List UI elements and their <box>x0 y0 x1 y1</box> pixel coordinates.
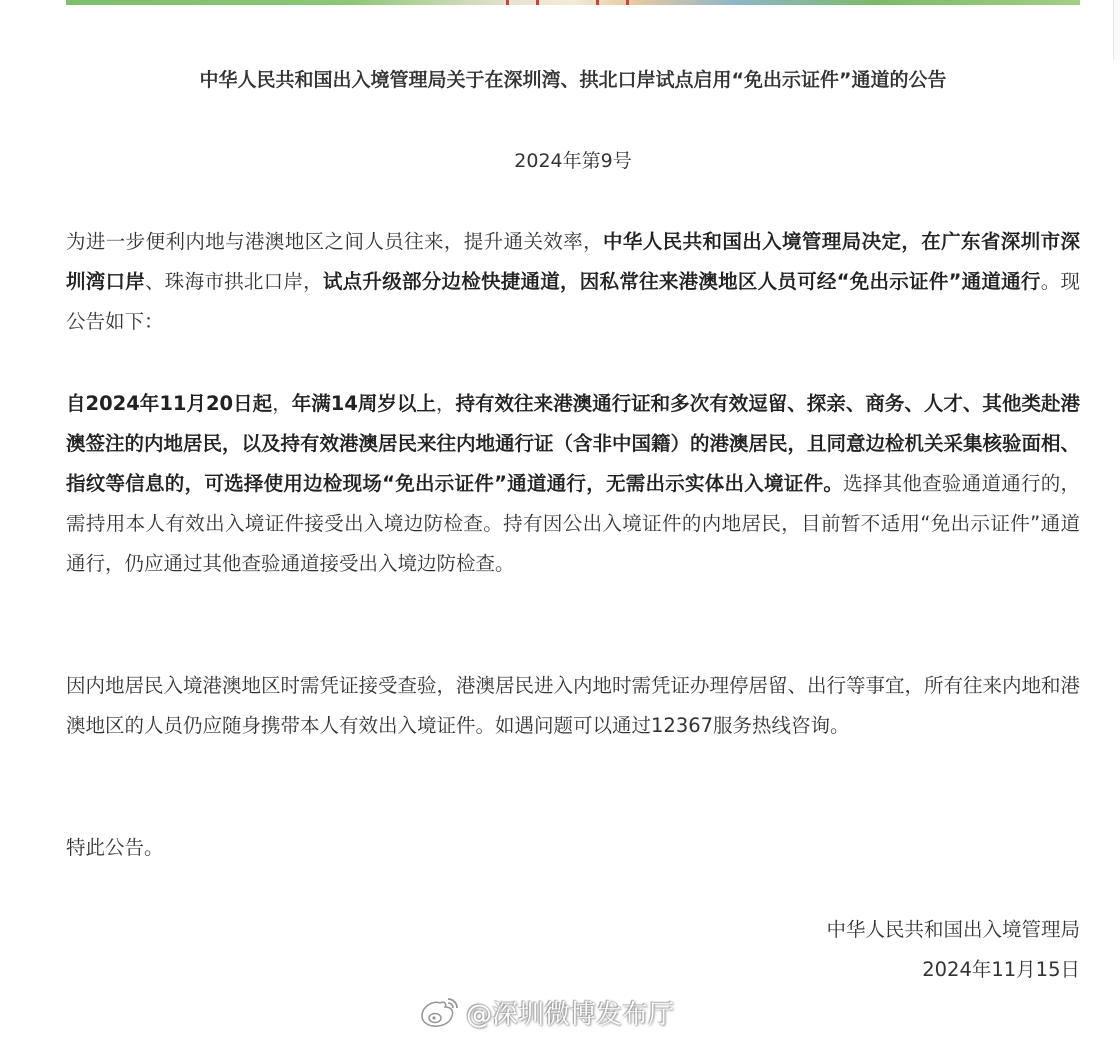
text-run: ， <box>272 392 292 415</box>
bold-text-run: 自2024年11月20日起 <box>66 392 273 415</box>
banner-decoration <box>536 0 539 5</box>
paragraph-notice <box>66 666 1080 746</box>
text-run: 。现公告如下： <box>66 270 1080 333</box>
text-run: 选择其他查验通道通行的，需持用本人有效出入境证件接受出入境边防检查。持有因公出入境证件的内地居民，目前暂不适用“免出示证件”通道通行，仍应通过其他查验通道接受出入境边防检查。 <box>66 472 1080 575</box>
banner-decoration <box>506 0 509 5</box>
text-run: ， <box>435 392 456 415</box>
text-run: 、珠海市拱北口岸， <box>145 270 323 293</box>
signature-date: 2024年11月15日 <box>922 958 1080 981</box>
text-run: 特此公告。 <box>66 836 164 859</box>
bold-text-run: 持有效往来港澳通行证和多次有效逗留、探亲、商务、人才、其他类赴港澳签注的内地居民，以及持有效港澳居民来往内地通行证（含非中国籍）的港澳居民，且同意边检机关采集核验面相、指纹等信息的，可选择使用边检现场“免出示证件”通道通行，无需出示实体出入境证件。 <box>66 392 1081 495</box>
banner-decoration <box>626 0 629 5</box>
weibo-logo-icon <box>418 994 462 1030</box>
announcement-title: 中华人民共和国出入境管理局关于在深圳湾、拱北口岸试点启用“免出示证件”通道的公告 <box>199 69 947 91</box>
bold-text-run: 年满14周岁以上 <box>291 392 436 415</box>
bold-text-run: 试点升级部分边检快捷通道，因私常往来港澳地区人员可经“免出示证件”通道通行 <box>322 270 1041 293</box>
announcement-number: 2024年第9号 <box>514 150 632 172</box>
watermark <box>418 990 674 1034</box>
scrollbar[interactable] <box>1113 0 1120 60</box>
bold-text-run: 中华人民共和国出入境管理局决定，在广东省深圳市深圳湾口岸 <box>66 230 1080 293</box>
paragraph-intro <box>66 222 1080 342</box>
text-run: 因内地居民入境港澳地区时需凭证接受查验，港澳居民进入内地时需凭证办理停居留、出行等事宜，所有往来内地和港澳地区的人员仍应随身携带本人有效出入境证件。如遇问题可以通过12367服务热线咨询。 <box>66 674 1081 737</box>
signature-organization: 中华人民共和国出入境管理局 <box>826 918 1080 941</box>
text-run: 为进一步便利内地与港澳地区之间人员往来，提升通关效率， <box>66 230 604 253</box>
paragraph-closing <box>66 828 1080 868</box>
header-banner-image <box>66 0 1080 5</box>
paragraph-policy <box>66 384 1080 584</box>
watermark-text: @深圳微博发布厅 <box>466 999 675 1030</box>
banner-decoration <box>596 0 599 5</box>
